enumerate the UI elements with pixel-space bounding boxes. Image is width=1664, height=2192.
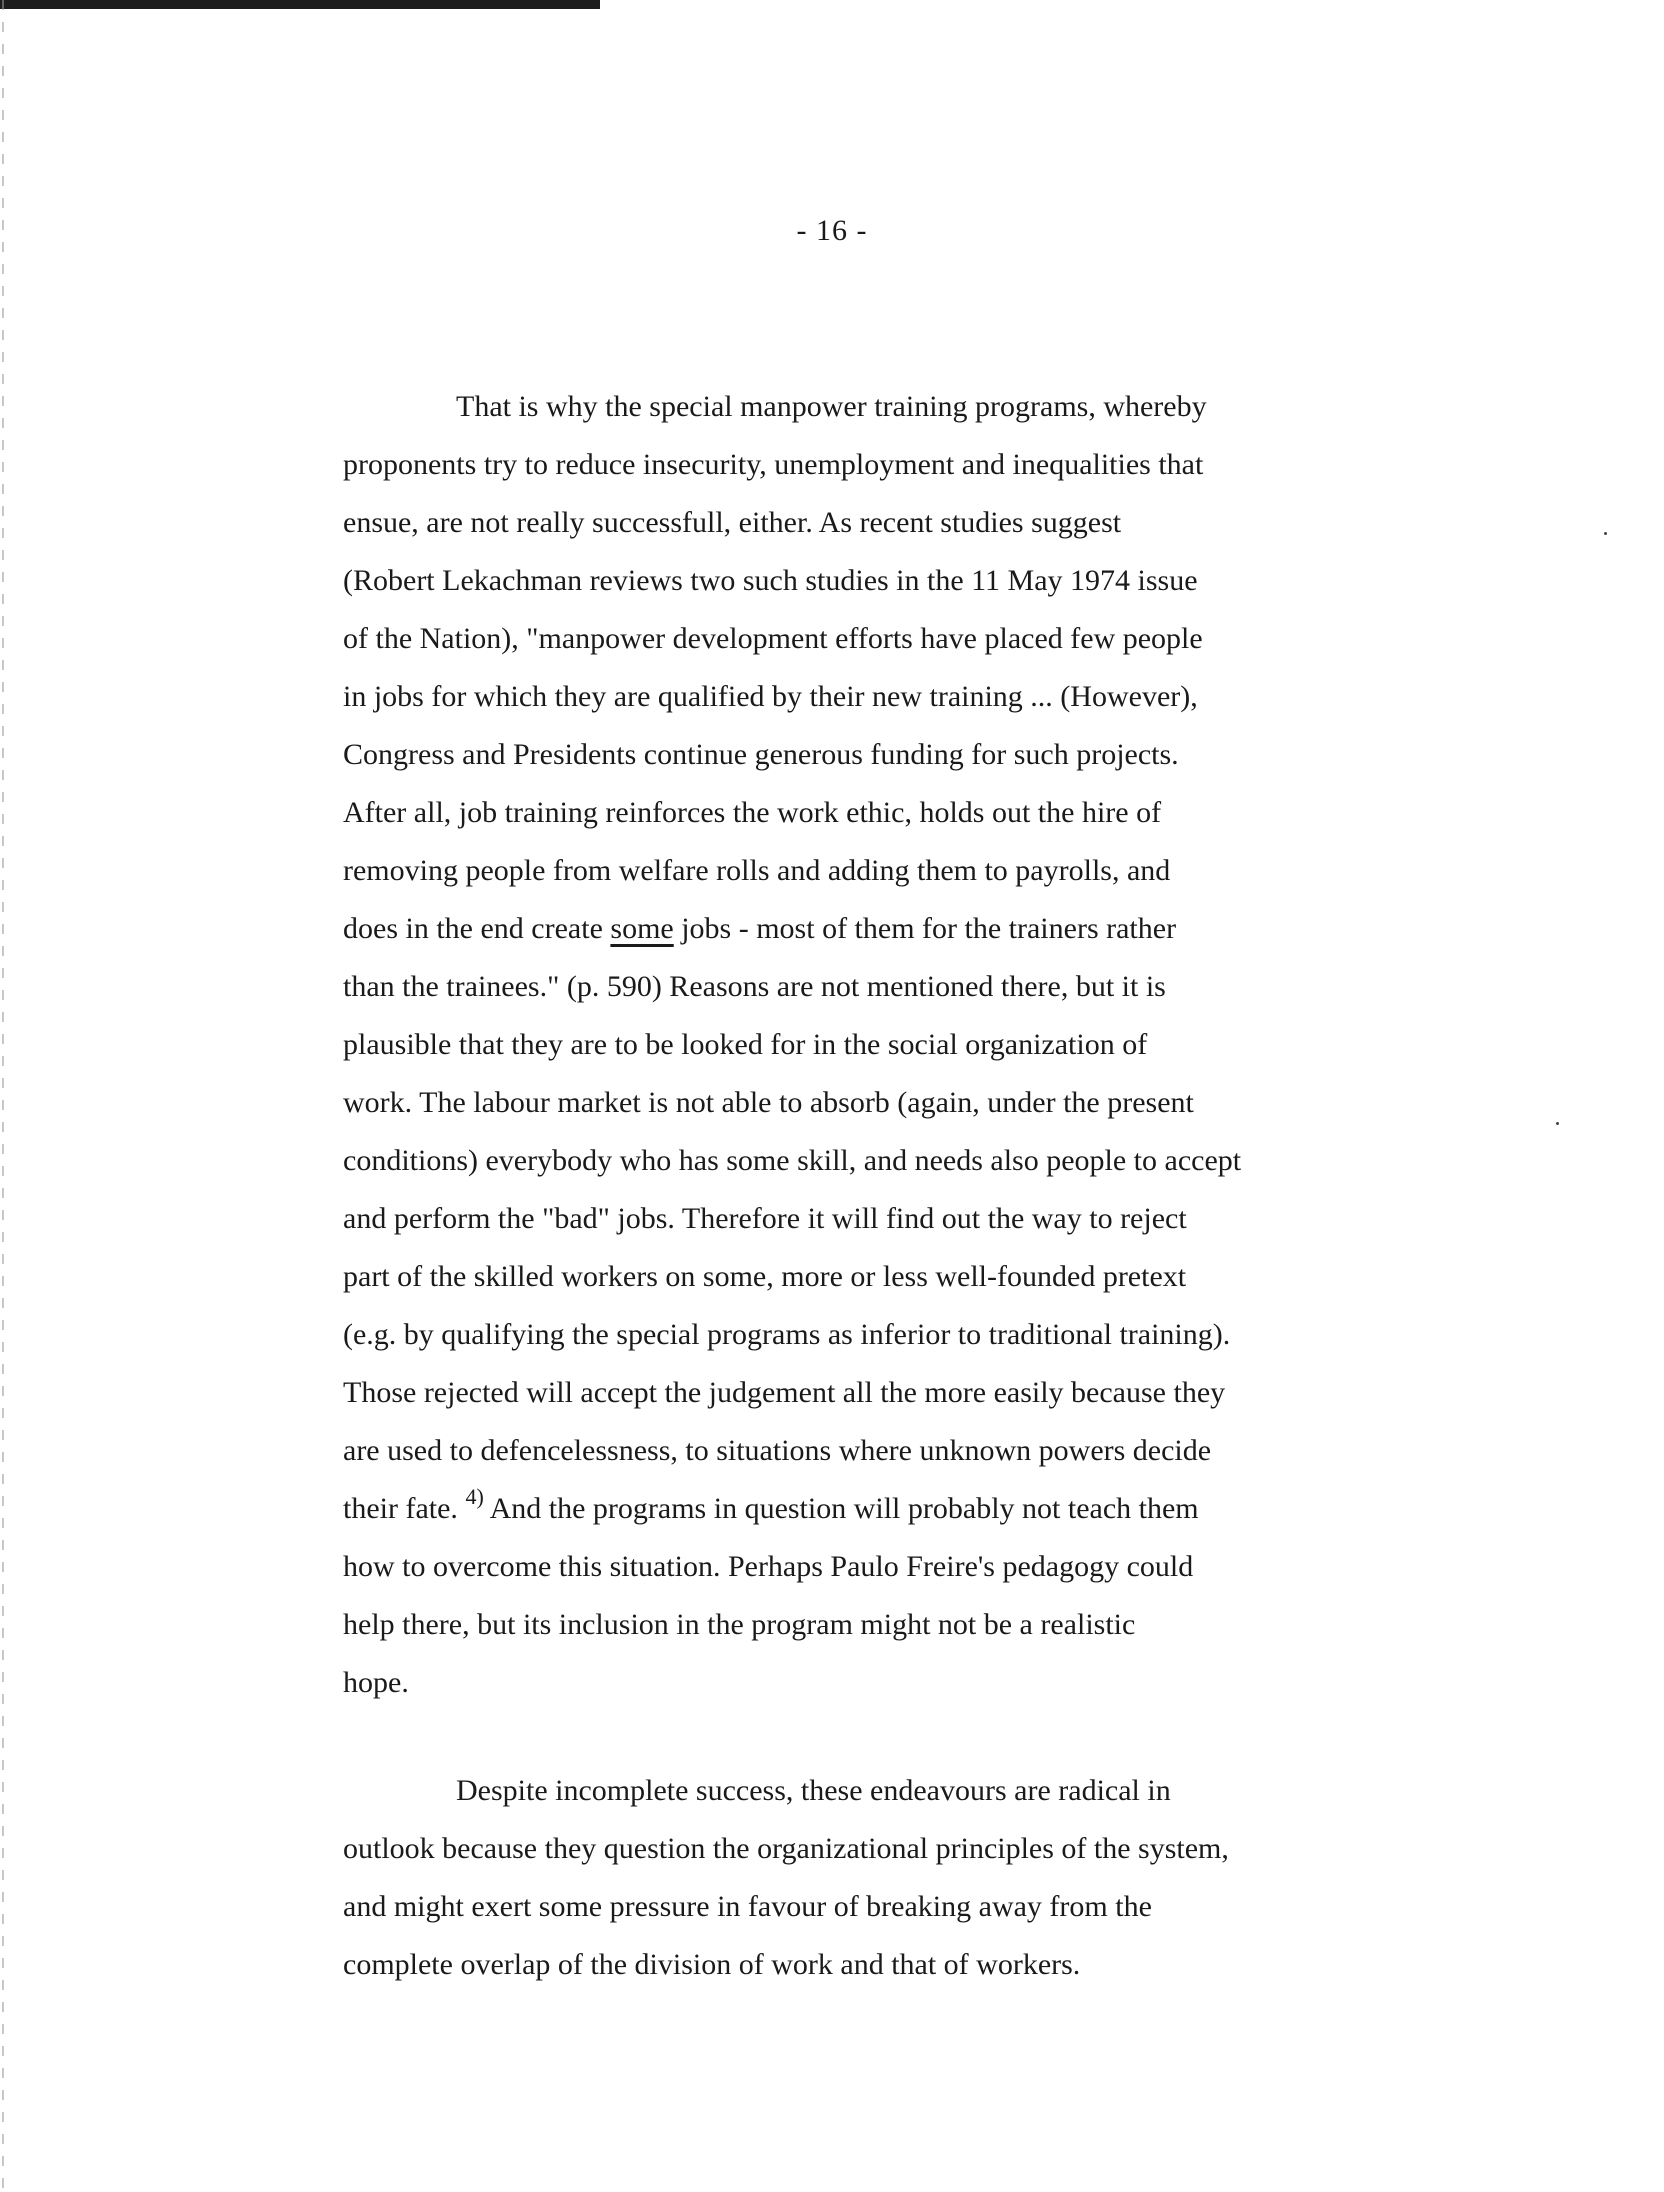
footnote-reference: 4) — [465, 1484, 484, 1509]
underlined-word: some — [610, 912, 674, 945]
scan-edge-left — [2, 0, 4, 2192]
text-line: of the Nation), "manpower development efforts have placed few people — [343, 622, 1203, 655]
text-line: are used to defencelessness, to situations where unknown powers decide — [343, 1434, 1212, 1467]
text-line: outlook because they question the organizational principles of the system, — [343, 1832, 1229, 1865]
text-line: proponents try to reduce insecurity, unemployment and inequalities that — [343, 448, 1204, 481]
text-line: than the trainees." (p. 590) Reasons are not mentioned there, but it is — [343, 970, 1166, 1003]
text-segment: does in the end create — [343, 912, 611, 945]
text-line: After all, job training reinforces the work ethic, holds out the hire of — [343, 796, 1162, 829]
text-line: removing people from welfare rolls and adding them to payrolls, and — [343, 854, 1171, 887]
text-line: and perform the "bad" jobs. Therefore it will find out the way to reject — [343, 1202, 1187, 1235]
text-line — [343, 1480, 1493, 1538]
paragraph-1 — [343, 378, 1493, 1712]
text-line: (e.g. by qualifying the special programs as inferior to traditional training). — [343, 1318, 1231, 1351]
text-line — [343, 900, 1493, 958]
text-line: Those rejected will accept the judgement all the more easily because they — [343, 1376, 1226, 1409]
scan-speck — [1604, 532, 1607, 535]
text-segment: their fate. — [343, 1492, 466, 1525]
text-line: and might exert some pressure in favour of breaking away from the — [343, 1890, 1152, 1923]
text-segment: And the programs in question will probably not teach them — [483, 1492, 1199, 1525]
text-line: complete overlap of the division of work and that of workers. — [343, 1948, 1081, 1981]
scan-border-top — [0, 0, 600, 9]
text-line: conditions) everybody who has some skill, and needs also people to accept — [343, 1144, 1242, 1177]
text-line: ensue, are not really successfull, either. As recent studies suggest — [343, 506, 1122, 539]
text-line: in jobs for which they are qualified by their new training ... (However), — [343, 680, 1198, 713]
text-line: plausible that they are to be looked for in the social organization of — [343, 1028, 1148, 1061]
text-line: help there, but its inclusion in the program might not be a realistic — [343, 1608, 1136, 1641]
scan-speck — [1556, 1122, 1559, 1125]
text-line: part of the skilled workers on some, more or less well-founded pretext — [343, 1260, 1187, 1293]
text-line: Despite incomplete success, these endeavours are radical in — [456, 1774, 1171, 1807]
text-line: (Robert Lekachman reviews two such studies in the 11 May 1974 issue — [343, 564, 1198, 597]
text-line: work. The labour market is not able to absorb (again, under the present — [343, 1086, 1194, 1119]
page-number: - 16 - — [796, 214, 868, 247]
text-line: how to overcome this situation. Perhaps Paulo Freire's pedagogy could — [343, 1550, 1194, 1583]
text-line: hope. — [343, 1666, 409, 1699]
paragraph-2 — [343, 1762, 1493, 1994]
text-line: Congress and Presidents continue generous funding for such projects. — [343, 738, 1179, 771]
text-line: That is why the special manpower training programs, whereby — [456, 390, 1207, 423]
text-segment: jobs - most of them for the trainers rather — [673, 912, 1177, 945]
